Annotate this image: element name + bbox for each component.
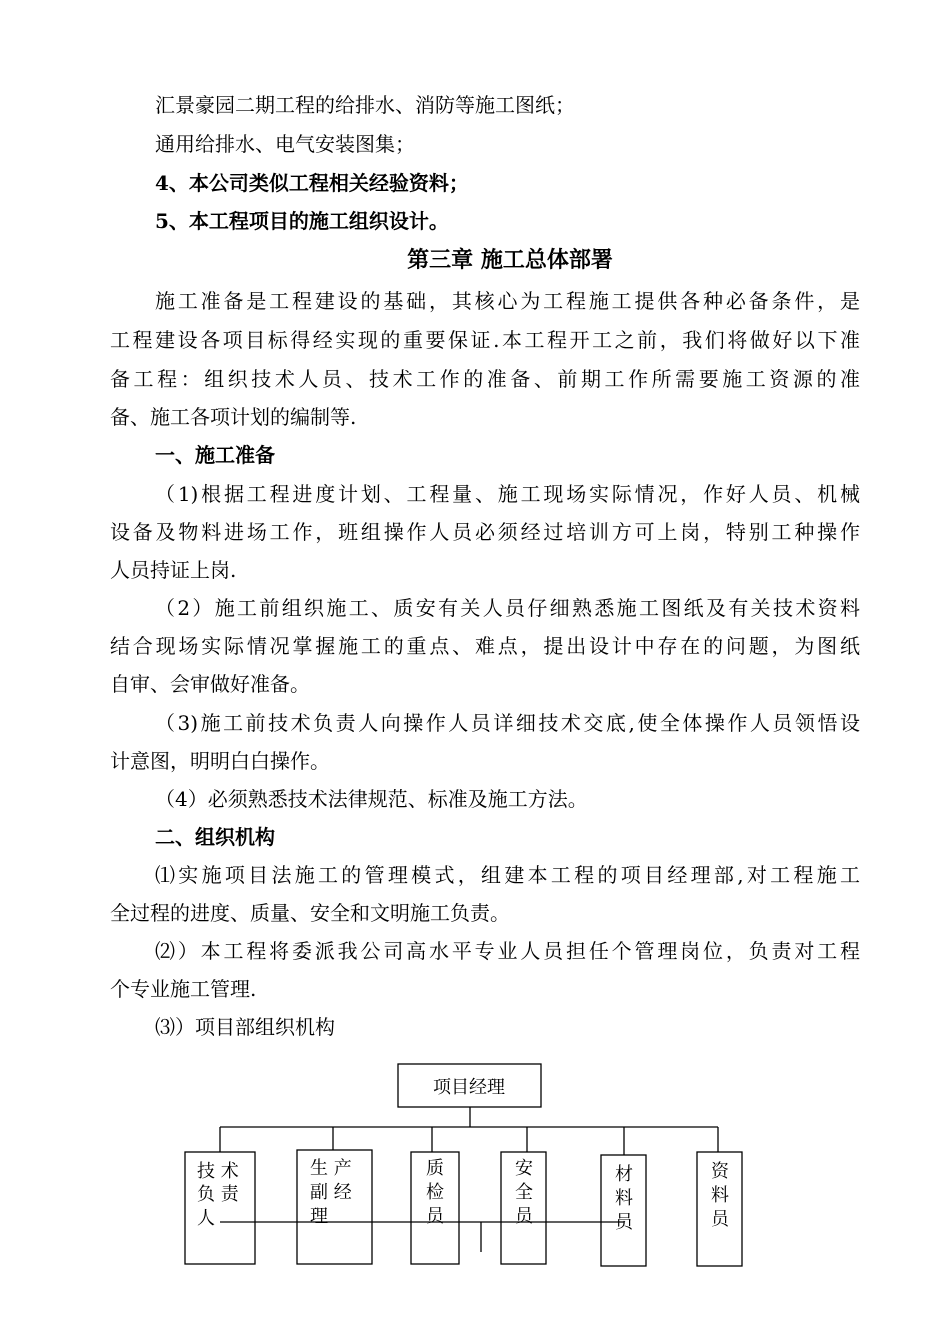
basis-item-drawings: 汇景豪园二期工程的给排水、消防等施工图纸； [155, 93, 575, 117]
org-box-1-line-2: 负 责 [197, 1184, 239, 1205]
org-box-4-line-2: 全 [515, 1182, 533, 1203]
section1-line-3: 人员持证上岗. [110, 558, 237, 582]
org-box-4-line-3: 员 [515, 1206, 533, 1227]
org-box-1-line-1: 技 术 [197, 1161, 239, 1182]
section1-line-6: 自审、会审做好准备。 [110, 672, 310, 696]
section2-line-2: 全过程的进度、质量、安全和文明施工负责。 [110, 901, 510, 925]
basis-item-design: 5、本工程项目的施工组织设计。 [155, 209, 449, 233]
basis-item-experience: 4、本公司类似工程相关经验资料； [155, 171, 469, 195]
section1-line-1: （1)根据工程进度计划、工程量、施工现场实际情况，作好人员、机械 [155, 482, 860, 506]
section1-line-4: （2）施工前组织施工、质安有关人员仔细熟悉施工图纸及有关技术资料 [155, 596, 860, 620]
org-root-label: 项目经理 [433, 1077, 505, 1098]
chapter-title: 第三章 施工总体部署 [407, 247, 613, 273]
org-box-5-line-3: 员 [615, 1212, 633, 1233]
org-box-4-line-1: 安 [515, 1158, 533, 1179]
intro-line-2: 工程建设各项目标得经实现的重要保证.本工程开工之前，我们将做好以下准 [110, 328, 860, 352]
org-box-2-line-2: 副 经 [310, 1182, 352, 1203]
org-box-2-line-1: 生 产 [310, 1158, 352, 1179]
section1-line-8: 计意图，明明白白操作。 [110, 749, 330, 773]
org-box-5-line-2: 料 [615, 1188, 633, 1209]
section2-line-4: 个专业施工管理. [110, 977, 257, 1001]
section1-line-2: 设备及物料进场工作，班组操作人员必须经过培训方可上岗，特别工种操作 [110, 520, 860, 544]
intro-line-1: 施工准备是工程建设的基础，其核心为工程施工提供各种必备条件，是 [155, 289, 860, 313]
org-box-1-line-3: 人 [197, 1208, 215, 1229]
org-box-2-line-3: 理 [310, 1206, 328, 1227]
section1-line-7: （3)施工前技术负责人向操作人员详细技术交底,使全体操作人员领悟设 [155, 711, 860, 735]
section2-line-5: ⑶）项目部组织机构 [155, 1015, 335, 1039]
basis-item-atlas: 通用给排水、电气安装图集； [155, 132, 415, 156]
org-box-3-line-1: 质 [426, 1158, 444, 1179]
section1-line-5: 结合现场实际情况掌握施工的重点、难点，提出设计中存在的问题，为图纸 [110, 634, 860, 658]
org-box-3-line-3: 员 [426, 1206, 444, 1227]
section1-line-9: （4）必须熟悉技术法律规范、标准及施工方法。 [155, 787, 588, 811]
org-box-3-line-2: 检 [426, 1182, 444, 1203]
section2-line-1: ⑴实施项目法施工的管理模式，组建本工程的项目经理部,对工程施工 [155, 863, 860, 887]
section2-line-3: ⑵）本工程将委派我公司高水平专业人员担任个管理岗位，负责对工程 [155, 939, 860, 963]
org-box-6-line-1: 资 [711, 1161, 729, 1182]
org-box-6-line-3: 员 [711, 1209, 729, 1230]
intro-line-4: 备、施工各项计划的编制等. [110, 405, 357, 429]
org-box-6-line-2: 料 [711, 1185, 729, 1206]
intro-line-3: 备工程：组织技术人员、技术工作的准备、前期工作所需要施工资源的准 [110, 367, 860, 391]
section2-heading: 二、组织机构 [155, 825, 275, 849]
org-box-5-line-1: 材 [615, 1164, 633, 1185]
section1-heading: 一、施工准备 [155, 443, 275, 467]
